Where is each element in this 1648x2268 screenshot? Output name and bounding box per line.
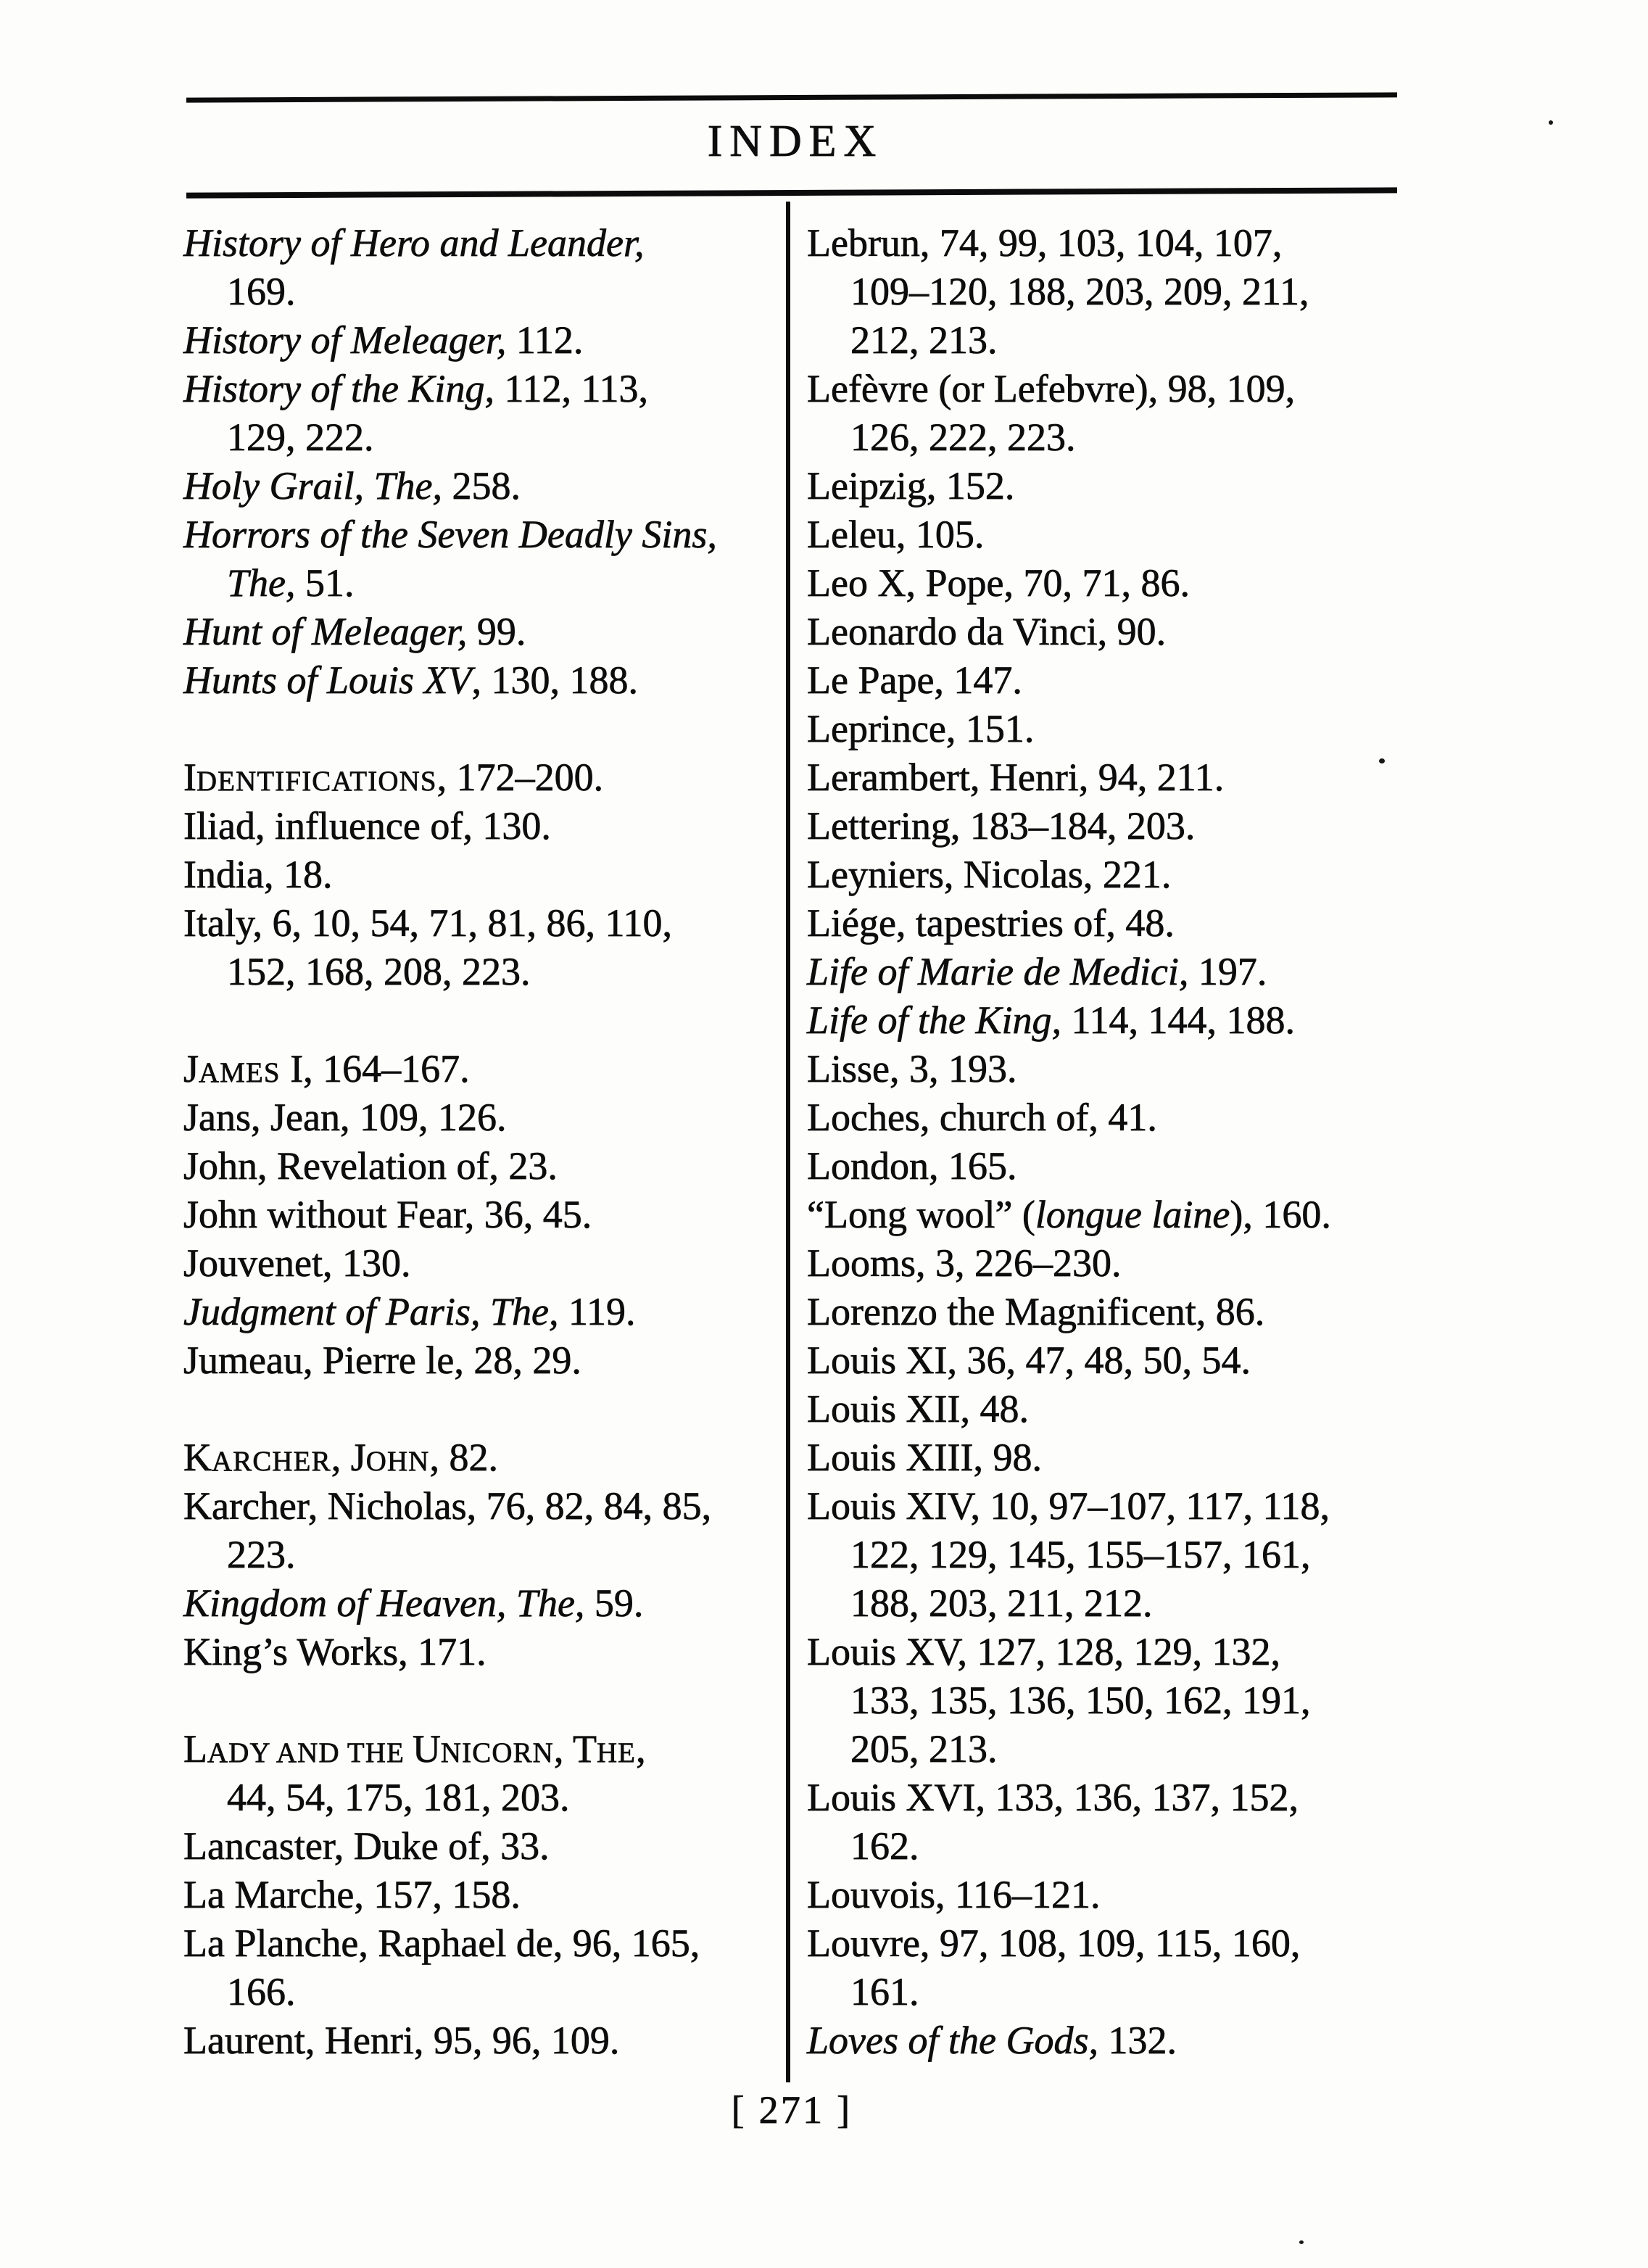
smallcaps-text: DENTIFICATIONS (196, 766, 437, 797)
roman-text: 114, 144, 188. (1061, 998, 1295, 1042)
index-line (183, 1045, 756, 1093)
italic-text: Life of the King, (807, 998, 1061, 1042)
roman-text: Iliad, influence of, 130. (183, 804, 551, 848)
roman-text: 212, 213. (850, 318, 998, 362)
index-entry (807, 1142, 1388, 1191)
italic-text: History of the King, (183, 367, 494, 410)
index-entry (183, 1433, 756, 1482)
index-line (807, 316, 1388, 365)
roman-text: 161. (850, 1970, 919, 2014)
index-line (807, 1142, 1388, 1191)
roman-text: J (183, 1047, 199, 1090)
roman-text: 205, 213. (850, 1727, 998, 1771)
index-line (807, 1628, 1388, 1676)
roman-text: 109–120, 188, 203, 209, 211, (850, 270, 1309, 313)
page-title: INDEX (707, 117, 884, 166)
index-line (183, 219, 756, 268)
roman-text: 44, 54, 175, 181, 203. (227, 1776, 570, 1819)
roman-text: , T (553, 1727, 597, 1771)
index-entry (807, 1871, 1388, 1919)
roman-text: , 172–200. (436, 756, 604, 799)
roman-text: Karcher, Nicholas, 76, 82, 84, 85, (183, 1484, 712, 1528)
italic-text: History of Meleager, (183, 318, 507, 362)
roman-text: Lisse, 3, 193. (807, 1047, 1017, 1090)
index-line (183, 559, 756, 608)
index-entry (183, 1725, 756, 1822)
roman-text: John without Fear, 36, 45. (183, 1193, 592, 1236)
index-line (183, 1531, 756, 1579)
roman-text: Jouvenet, 130. (183, 1241, 411, 1285)
index-line (183, 1871, 756, 1919)
italic-text: Judgment of Paris, The, (183, 1290, 559, 1333)
index-line (807, 608, 1388, 656)
roman-text: 122, 129, 145, 155–157, 161, (850, 1533, 1311, 1576)
index-entry (183, 1822, 756, 1871)
index-line (183, 1774, 756, 1822)
scan-speck (1549, 120, 1553, 125)
index-entry (183, 1288, 756, 1336)
smallcaps-text: NICORN (440, 1737, 554, 1768)
index-line (807, 1774, 1388, 1822)
index-line (183, 1822, 756, 1871)
roman-text: 112. (506, 318, 584, 362)
roman-text: Lefèvre (or Lefebvre), 98, 109, (807, 367, 1296, 410)
index-line (183, 1579, 756, 1628)
roman-text: Lerambert, Henri, 94, 211. (807, 756, 1225, 799)
index-line (183, 1433, 756, 1482)
index-line (807, 899, 1388, 948)
page-number: [ 271 ] (731, 2088, 853, 2132)
index-entry (183, 753, 756, 802)
roman-text: Leleu, 105. (807, 513, 985, 556)
italic-text: Holy Grail, The, (183, 464, 442, 508)
roman-text: India, 18. (183, 853, 333, 896)
italic-text: Hunts of Louis XV (183, 658, 472, 702)
roman-text: 129, 222. (227, 415, 374, 459)
index-entry (807, 802, 1388, 850)
index-line (183, 802, 756, 850)
index-entry (183, 1142, 756, 1191)
index-entry (807, 1191, 1388, 1239)
index-entry (807, 1239, 1388, 1288)
roman-text: Louis XII, 48. (807, 1387, 1029, 1431)
roman-text: 169. (227, 270, 296, 313)
index-entry (807, 1385, 1388, 1433)
index-line (807, 1433, 1388, 1482)
italic-text: longue laine (1035, 1193, 1230, 1236)
roman-text: K (183, 1436, 212, 1479)
roman-text: 197. (1188, 950, 1267, 993)
smallcaps-text: ADY AND THE (207, 1737, 413, 1768)
index-line (183, 850, 756, 899)
roman-text: 223. (227, 1533, 296, 1576)
index-entry (807, 850, 1388, 899)
roman-text: Louis XVI, 133, 136, 137, 152, (807, 1776, 1299, 1819)
index-line (807, 1822, 1388, 1871)
index-entry (807, 1433, 1388, 1482)
roman-text: , 82. (429, 1436, 498, 1479)
roman-text: London, 165. (807, 1144, 1017, 1188)
roman-text: Leyniers, Nicolas, 221. (807, 853, 1172, 896)
roman-text: 99. (467, 610, 526, 653)
roman-text: Laurent, Henri, 95, 96, 109. (183, 2019, 620, 2062)
roman-text: Italy, 6, 10, 54, 71, 81, 86, 110, (183, 901, 672, 945)
index-entry (183, 1871, 756, 1919)
index-entry (807, 656, 1388, 705)
index-line (183, 899, 756, 948)
roman-text: Jumeau, Pierre le, 28, 29. (183, 1338, 581, 1382)
index-line (807, 510, 1388, 559)
roman-text: Leonardo da Vinci, 90. (807, 610, 1167, 653)
roman-text: , J (331, 1436, 366, 1479)
index-line (183, 365, 756, 413)
index-line (807, 656, 1388, 705)
index-line (807, 850, 1388, 899)
roman-text: Leipzig, 152. (807, 464, 1015, 508)
roman-text: Lettering, 183–184, 203. (807, 804, 1196, 848)
index-entry (183, 802, 756, 850)
roman-text: Loches, church of, 41. (807, 1096, 1157, 1139)
index-entry (807, 365, 1388, 462)
italic-text: Hunt of Meleager, (183, 610, 468, 653)
index-entry (183, 608, 756, 656)
index-line (807, 1919, 1388, 1968)
index-line (807, 1288, 1388, 1336)
index-entry (183, 899, 756, 996)
horizontal-rule-top (186, 92, 1397, 102)
roman-text: , 130, 188. (471, 658, 639, 702)
index-entry (183, 850, 756, 899)
roman-text: L (183, 1727, 207, 1771)
index-line (807, 1239, 1388, 1288)
index-entry (183, 510, 756, 608)
roman-text: Lebrun, 74, 99, 103, 104, 107, (807, 221, 1283, 265)
index-line (807, 1045, 1388, 1093)
index-line (807, 705, 1388, 753)
index-column-left (183, 219, 756, 2065)
smallcaps-text: AMES (199, 1057, 281, 1088)
index-entry (807, 462, 1388, 510)
italic-text: Loves of the Gods, (807, 2019, 1098, 2062)
roman-text: 166. (227, 1970, 296, 2014)
index-line (183, 1482, 756, 1531)
index-entry (807, 705, 1388, 753)
roman-text: Louvre, 97, 108, 109, 115, 160, (807, 1921, 1301, 1965)
roman-text: 162. (850, 1824, 919, 1868)
index-line (807, 1482, 1388, 1531)
index-line (807, 1385, 1388, 1433)
index-line (807, 948, 1388, 996)
index-entry (183, 1628, 756, 1676)
index-line (183, 462, 756, 510)
roman-text: Leo X, Pope, 70, 71, 86. (807, 561, 1190, 605)
italic-text: History of Hero and Leander, (183, 221, 645, 265)
index-line (183, 1919, 756, 1968)
roman-text: Lancaster, Duke of, 33. (183, 1824, 550, 1868)
index-line (807, 219, 1388, 268)
index-line (183, 1628, 756, 1676)
italic-text: Kingdom of Heaven, The, (183, 1581, 585, 1625)
smallcaps-text: ARCHER (212, 1446, 331, 1477)
index-entry (183, 316, 756, 365)
smallcaps-text: OHN (365, 1446, 430, 1477)
index-entry (807, 1482, 1388, 1628)
roman-text: I (183, 756, 196, 799)
index-entry (183, 2016, 756, 2065)
roman-text: 126, 222, 223. (850, 415, 1076, 459)
index-line (183, 1288, 756, 1336)
roman-text: Louis XV, 127, 128, 129, 132, (807, 1630, 1281, 1673)
index-entry (807, 1919, 1388, 2016)
index-entry (807, 2016, 1388, 2065)
roman-text: Louvois, 116–121. (807, 1873, 1101, 1916)
roman-text: Jans, Jean, 109, 126. (183, 1096, 507, 1139)
index-line (183, 1968, 756, 2016)
index-entry (807, 1045, 1388, 1093)
index-line (807, 268, 1388, 316)
index-column-right (807, 219, 1388, 2065)
roman-text: ), 160. (1230, 1193, 1331, 1236)
index-line (807, 559, 1388, 608)
index-entry (807, 1628, 1388, 1774)
index-line (183, 1239, 756, 1288)
index-line (183, 2016, 756, 2065)
roman-text: 188, 203, 211, 212. (850, 1581, 1153, 1625)
index-line (807, 1336, 1388, 1385)
roman-text: King’s Works, 171. (183, 1630, 486, 1673)
index-entry (807, 899, 1388, 948)
index-line (807, 996, 1388, 1045)
index-entry (183, 365, 756, 462)
index-line (807, 802, 1388, 850)
index-line (807, 1531, 1388, 1579)
roman-text: John, Revelation of, 23. (183, 1144, 558, 1188)
roman-text: Looms, 3, 226–230. (807, 1241, 1122, 1285)
roman-text: Le Pape, 147. (807, 658, 1022, 702)
index-entry (807, 1288, 1388, 1336)
roman-text: Louis XI, 36, 47, 48, 50, 54. (807, 1338, 1251, 1382)
index-line (183, 316, 756, 365)
index-entry (183, 1093, 756, 1142)
index-line (183, 1725, 756, 1774)
roman-text: 59. (584, 1581, 644, 1625)
roman-text: 258. (442, 464, 521, 508)
index-entry (183, 1239, 756, 1288)
index-entry (807, 510, 1388, 559)
index-entry (807, 996, 1388, 1045)
index-line (807, 1093, 1388, 1142)
roman-text: 112, 113, (494, 367, 648, 410)
index-line (183, 510, 756, 559)
index-line (183, 948, 756, 996)
index-entry (807, 1093, 1388, 1142)
index-entry (183, 1919, 756, 2016)
roman-text: , (636, 1727, 646, 1771)
horizontal-rule-middle (186, 187, 1397, 198)
index-entry (183, 1482, 756, 1579)
index-line (183, 753, 756, 802)
italic-text: The, (227, 561, 296, 605)
index-entry (807, 1774, 1388, 1871)
index-entry (807, 219, 1388, 365)
index-entry (807, 948, 1388, 996)
roman-text: 132. (1098, 2019, 1177, 2062)
roman-text: Lorenzo the Magnificent, 86. (807, 1290, 1265, 1333)
index-line (807, 1968, 1388, 2016)
index-entry (183, 1336, 756, 1385)
roman-text: 119. (558, 1290, 636, 1333)
index-line (183, 1191, 756, 1239)
italic-text: Horrors of the Seven Deadly Sins, (183, 513, 717, 556)
index-line (183, 268, 756, 316)
index-line (183, 1093, 756, 1142)
roman-text: U (412, 1727, 441, 1771)
index-line (807, 1191, 1388, 1239)
roman-text: Louis XIII, 98. (807, 1436, 1042, 1479)
index-line (183, 656, 756, 705)
index-entry (807, 753, 1388, 802)
roman-text: “Long wool” ( (807, 1193, 1035, 1236)
index-line (807, 462, 1388, 510)
roman-text: 152, 168, 208, 223. (227, 950, 531, 993)
index-entry (807, 559, 1388, 608)
index-entry (183, 1045, 756, 1093)
index-line (807, 2016, 1388, 2065)
index-entry (183, 1579, 756, 1628)
index-line (807, 1871, 1388, 1919)
index-line (807, 413, 1388, 462)
column-divider-line (786, 202, 790, 2082)
roman-text: La Planche, Raphael de, 96, 165, (183, 1921, 700, 1965)
index-line (807, 753, 1388, 802)
index-line (183, 608, 756, 656)
smallcaps-text: HE (596, 1737, 637, 1768)
index-line (807, 1579, 1388, 1628)
index-entry (183, 462, 756, 510)
roman-text: I, 164–167. (280, 1047, 470, 1090)
roman-text: 51. (295, 561, 355, 605)
index-line (807, 1725, 1388, 1774)
index-line (183, 1142, 756, 1191)
index-entry (183, 219, 756, 316)
roman-text: Liége, tapestries of, 48. (807, 901, 1175, 945)
italic-text: Life of Marie de Medici, (807, 950, 1189, 993)
index-line (807, 1676, 1388, 1725)
roman-text: La Marche, 157, 158. (183, 1873, 521, 1916)
scan-speck (1299, 2240, 1304, 2244)
scan-speck (1379, 758, 1385, 763)
roman-text: Louis XIV, 10, 97–107, 117, 118, (807, 1484, 1330, 1528)
index-entry (807, 1336, 1388, 1385)
index-entry (183, 656, 756, 705)
roman-text: Leprince, 151. (807, 707, 1035, 750)
index-line (183, 413, 756, 462)
roman-text: 133, 135, 136, 150, 162, 191, (850, 1679, 1311, 1722)
index-entry (807, 608, 1388, 656)
index-line (183, 1336, 756, 1385)
index-entry (183, 1191, 756, 1239)
index-line (807, 365, 1388, 413)
